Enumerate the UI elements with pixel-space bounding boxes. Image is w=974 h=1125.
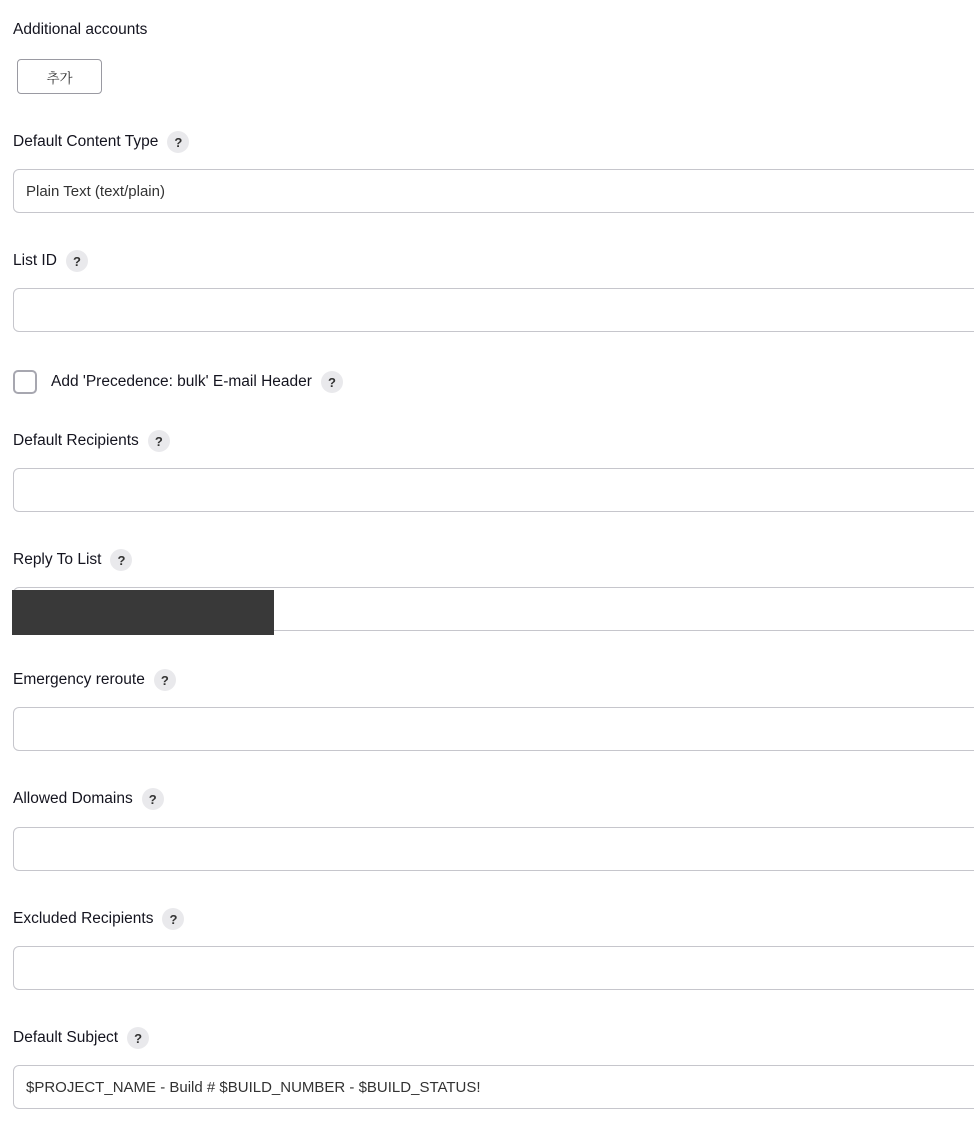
help-icon[interactable]: ?	[66, 250, 88, 272]
help-icon[interactable]: ?	[162, 908, 184, 930]
list-id-label	[13, 249, 88, 273]
reply-to-list-text: Reply To List	[13, 551, 102, 568]
add-account-button[interactable]: 추가	[17, 59, 102, 94]
precedence-bulk-row	[13, 370, 343, 394]
help-icon[interactable]: ?	[142, 788, 164, 810]
excluded-recipients-label	[13, 907, 184, 931]
emergency-reroute-input[interactable]	[13, 707, 974, 751]
list-id-input[interactable]	[13, 288, 974, 332]
help-icon[interactable]: ?	[167, 131, 189, 153]
default-recipients-label	[13, 429, 170, 453]
default-content-type-text: Default Content Type	[13, 133, 159, 150]
list-id-text: List ID	[13, 252, 57, 269]
precedence-bulk-label: Add 'Precedence: bulk' E-mail Header	[51, 373, 312, 390]
default-content-type-value: Plain Text (text/plain)	[26, 182, 165, 200]
emergency-reroute-text: Emergency reroute	[13, 671, 145, 688]
allowed-domains-input[interactable]	[13, 827, 974, 871]
default-subject-label	[13, 1026, 149, 1050]
default-recipients-input[interactable]	[13, 468, 974, 512]
reply-to-list-label	[13, 548, 132, 572]
default-subject-text: Default Subject	[13, 1029, 119, 1046]
allowed-domains-text: Allowed Domains	[13, 790, 133, 807]
additional-accounts-text: Additional accounts	[13, 21, 148, 38]
default-content-type-select[interactable]	[13, 169, 974, 213]
precedence-bulk-checkbox[interactable]	[13, 370, 37, 394]
help-icon[interactable]: ?	[148, 430, 170, 452]
default-recipients-text: Default Recipients	[13, 432, 139, 449]
redacted-block	[12, 590, 274, 635]
help-icon[interactable]: ?	[321, 371, 343, 393]
default-subject-input[interactable]	[13, 1065, 974, 1109]
additional-accounts-label	[13, 18, 147, 42]
help-icon[interactable]: ?	[154, 669, 176, 691]
default-subject-value: $PROJECT_NAME - Build # $BUILD_NUMBER - $BUILD_STATUS!	[26, 1078, 481, 1096]
help-icon[interactable]: ?	[110, 549, 132, 571]
default-content-type-label	[13, 130, 189, 154]
excluded-recipients-text: Excluded Recipients	[13, 910, 154, 927]
emergency-reroute-label	[13, 668, 176, 692]
allowed-domains-label	[13, 787, 164, 811]
help-icon[interactable]: ?	[127, 1027, 149, 1049]
excluded-recipients-input[interactable]	[13, 946, 974, 990]
